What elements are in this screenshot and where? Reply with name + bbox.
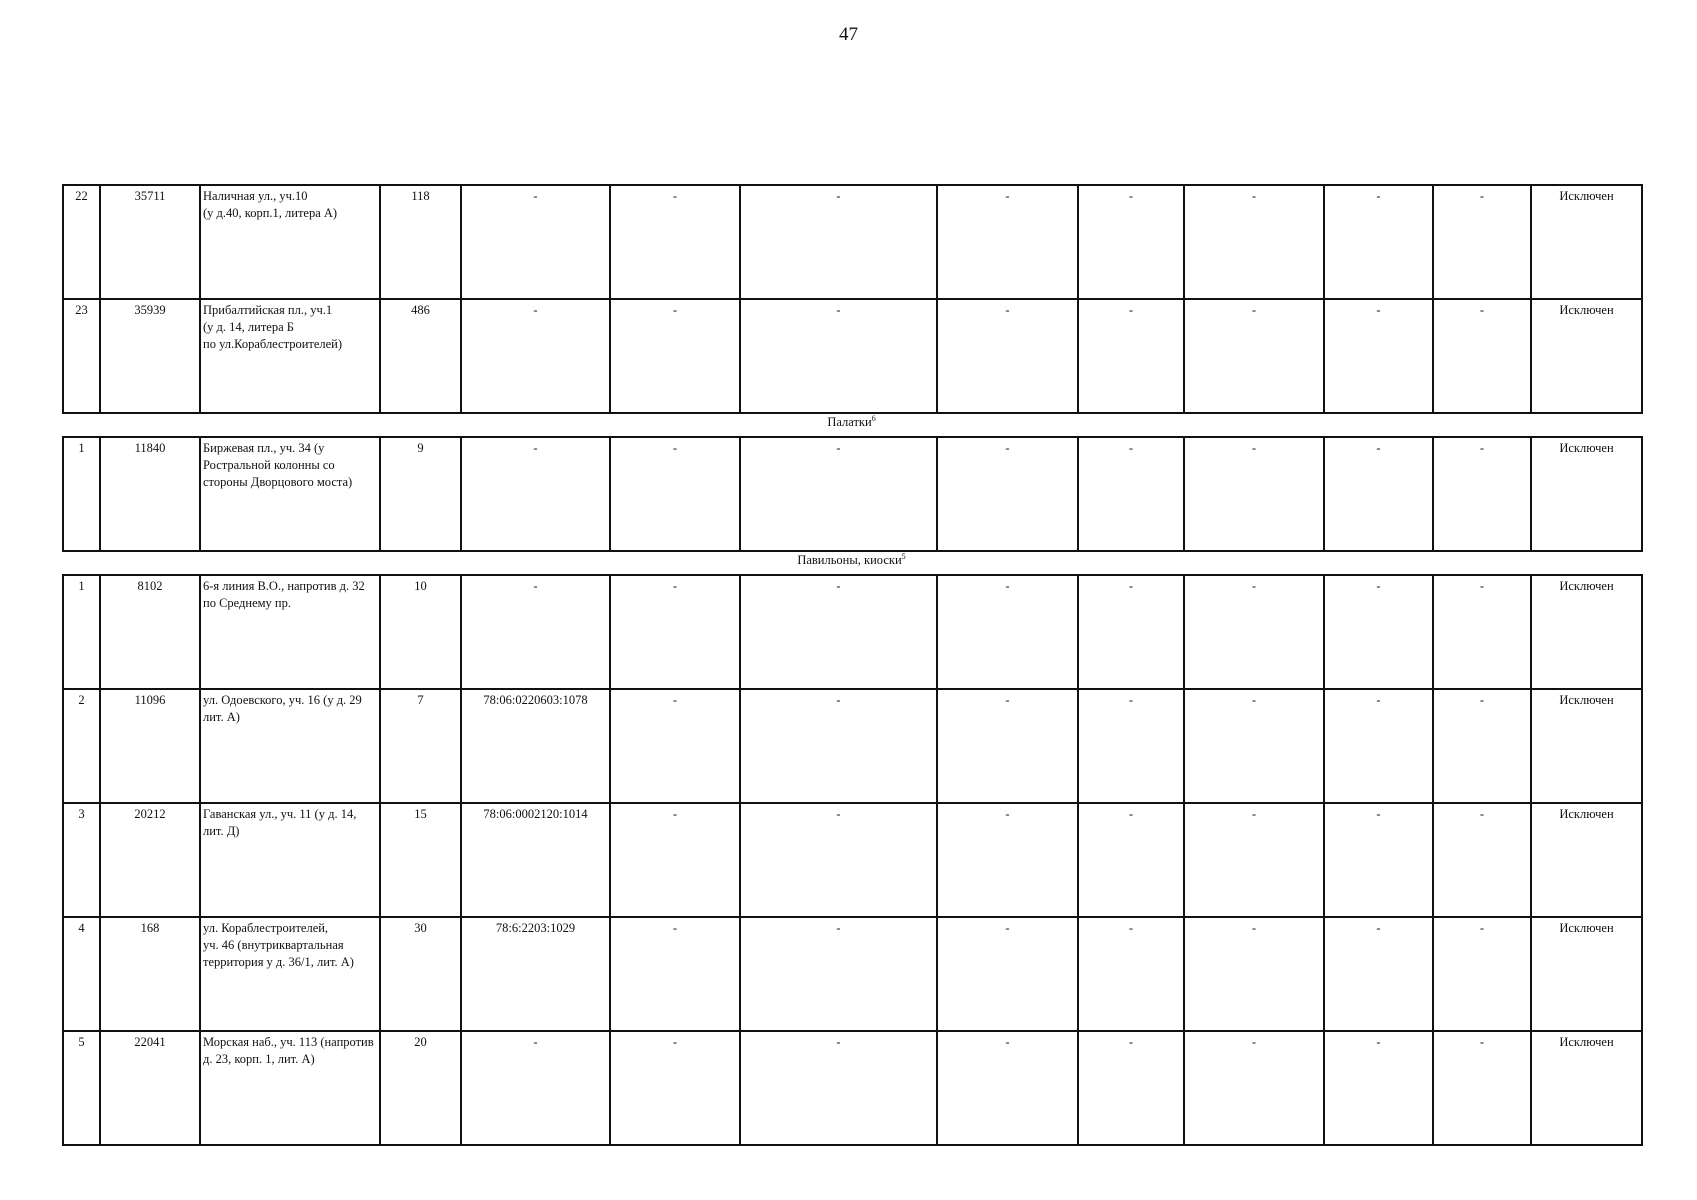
area-cell: 486 [380,299,461,413]
column-7-cell: - [740,1031,937,1145]
column-11-cell: - [1324,803,1433,917]
cadastral-number-cell: - [461,299,610,413]
status-cell: Исключен [1531,1031,1642,1145]
table-row [63,575,1642,689]
row-number-cell: 1 [63,575,100,689]
area-cell: 7 [380,689,461,803]
object-id-cell: 8102 [100,575,200,689]
cadastral-number-cell: - [461,437,610,551]
section-title-text: Палатки [827,415,872,430]
cadastral-number-cell: 78:6:2203:1029 [461,917,610,1031]
column-6-cell: - [610,185,740,299]
registry-table [62,184,1643,414]
column-11-cell: - [1324,1031,1433,1145]
page-number: 47 [839,24,858,45]
column-9-cell: - [1078,917,1184,1031]
cadastral-number-cell: 78:06:0002120:1014 [461,803,610,917]
column-12-cell: - [1433,689,1531,803]
row-number-cell: 3 [63,803,100,917]
column-7-cell: - [740,185,937,299]
column-11-cell: - [1324,299,1433,413]
column-9-cell: - [1078,689,1184,803]
column-12-cell: - [1433,575,1531,689]
table-row [63,299,1642,413]
column-9-cell: - [1078,1031,1184,1145]
column-7-cell: - [740,689,937,803]
area-cell: 30 [380,917,461,1031]
column-6-cell: - [610,437,740,551]
object-id-cell: 11840 [100,437,200,551]
table-row [63,917,1642,1031]
column-12-cell: - [1433,437,1531,551]
column-6-cell: - [610,575,740,689]
area-cell: 15 [380,803,461,917]
status-cell: Исключен [1531,917,1642,1031]
column-11-cell: - [1324,575,1433,689]
row-number-cell: 22 [63,185,100,299]
column-8-cell: - [937,185,1078,299]
column-12-cell: - [1433,803,1531,917]
address-cell: ул. Кораблестроителей, уч. 46 (внутриквартальная территория у д. 36/1, лит. А) [200,917,380,1031]
column-8-cell: - [937,917,1078,1031]
status-cell: Исключен [1531,185,1642,299]
column-8-cell: - [937,575,1078,689]
pavilions-table [62,574,1643,1146]
column-8-cell: - [937,437,1078,551]
address-cell: 6-я линия В.О., напротив д. 32 по Среднему пр. [200,575,380,689]
column-9-cell: - [1078,803,1184,917]
column-9-cell: - [1078,437,1184,551]
row-number-cell: 5 [63,1031,100,1145]
column-10-cell: - [1184,299,1324,413]
column-9-cell: - [1078,299,1184,413]
address-cell: Гаванская ул., уч. 11 (у д. 14, лит. Д) [200,803,380,917]
status-cell: Исключен [1531,575,1642,689]
column-7-cell: - [740,917,937,1031]
column-9-cell: - [1078,185,1184,299]
object-id-cell: 168 [100,917,200,1031]
column-6-cell: - [610,1031,740,1145]
footnote-mark: 6 [871,414,876,423]
column-8-cell: - [937,299,1078,413]
column-12-cell: - [1433,185,1531,299]
column-11-cell: - [1324,917,1433,1031]
column-8-cell: - [937,803,1078,917]
column-6-cell: - [610,803,740,917]
column-11-cell: - [1324,689,1433,803]
address-cell: Прибалтийская пл., уч.1 (у д. 14, литера Б по ул.Кораблестроителей) [200,299,380,413]
status-cell: Исключен [1531,803,1642,917]
row-number-cell: 1 [63,437,100,551]
tents-table [62,436,1643,552]
row-number-cell: 2 [63,689,100,803]
row-number-cell: 4 [63,917,100,1031]
column-10-cell: - [1184,1031,1324,1145]
address-cell: ул. Одоевского, уч. 16 (у д. 29 лит. А) [200,689,380,803]
area-cell: 9 [380,437,461,551]
cadastral-number-cell: - [461,1031,610,1145]
column-8-cell: - [937,689,1078,803]
column-6-cell: - [610,917,740,1031]
column-12-cell: - [1433,299,1531,413]
column-10-cell: - [1184,689,1324,803]
column-9-cell: - [1078,575,1184,689]
column-10-cell: - [1184,437,1324,551]
column-10-cell: - [1184,803,1324,917]
table-row [63,689,1642,803]
table-row [63,185,1642,299]
object-id-cell: 20212 [100,803,200,917]
column-6-cell: - [610,299,740,413]
address-cell: Морская наб., уч. 113 (напротив д. 23, корп. 1, лит. А) [200,1031,380,1145]
status-cell: Исключен [1531,689,1642,803]
area-cell: 10 [380,575,461,689]
cadastral-number-cell: - [461,575,610,689]
column-11-cell: - [1324,185,1433,299]
column-10-cell: - [1184,917,1324,1031]
area-cell: 20 [380,1031,461,1145]
row-number-cell: 23 [63,299,100,413]
address-cell: Наличная ул., уч.10 (у д.40, корп.1, литера А) [200,185,380,299]
column-12-cell: - [1433,1031,1531,1145]
column-10-cell: - [1184,575,1324,689]
column-7-cell: - [740,803,937,917]
column-11-cell: - [1324,437,1433,551]
footnote-mark: 5 [901,552,906,561]
column-7-cell: - [740,437,937,551]
address-cell: Биржевая пл., уч. 34 (у Ростральной колонны со стороны Дворцового моста) [200,437,380,551]
table-row [63,437,1642,551]
column-7-cell: - [740,299,937,413]
cadastral-number-cell: 78:06:0220603:1078 [461,689,610,803]
status-cell: Исключен [1531,299,1642,413]
column-6-cell: - [610,689,740,803]
area-cell: 118 [380,185,461,299]
column-8-cell: - [937,1031,1078,1145]
table-row [63,1031,1642,1145]
object-id-cell: 35711 [100,185,200,299]
section-title-text: Павильоны, киоски [797,553,902,568]
status-cell: Исключен [1531,437,1642,551]
section-title-pavilions [62,552,1641,568]
object-id-cell: 11096 [100,689,200,803]
column-10-cell: - [1184,185,1324,299]
cadastral-number-cell: - [461,185,610,299]
column-7-cell: - [740,575,937,689]
column-12-cell: - [1433,917,1531,1031]
object-id-cell: 22041 [100,1031,200,1145]
object-id-cell: 35939 [100,299,200,413]
table-row [63,803,1642,917]
section-title-tents [62,414,1641,430]
